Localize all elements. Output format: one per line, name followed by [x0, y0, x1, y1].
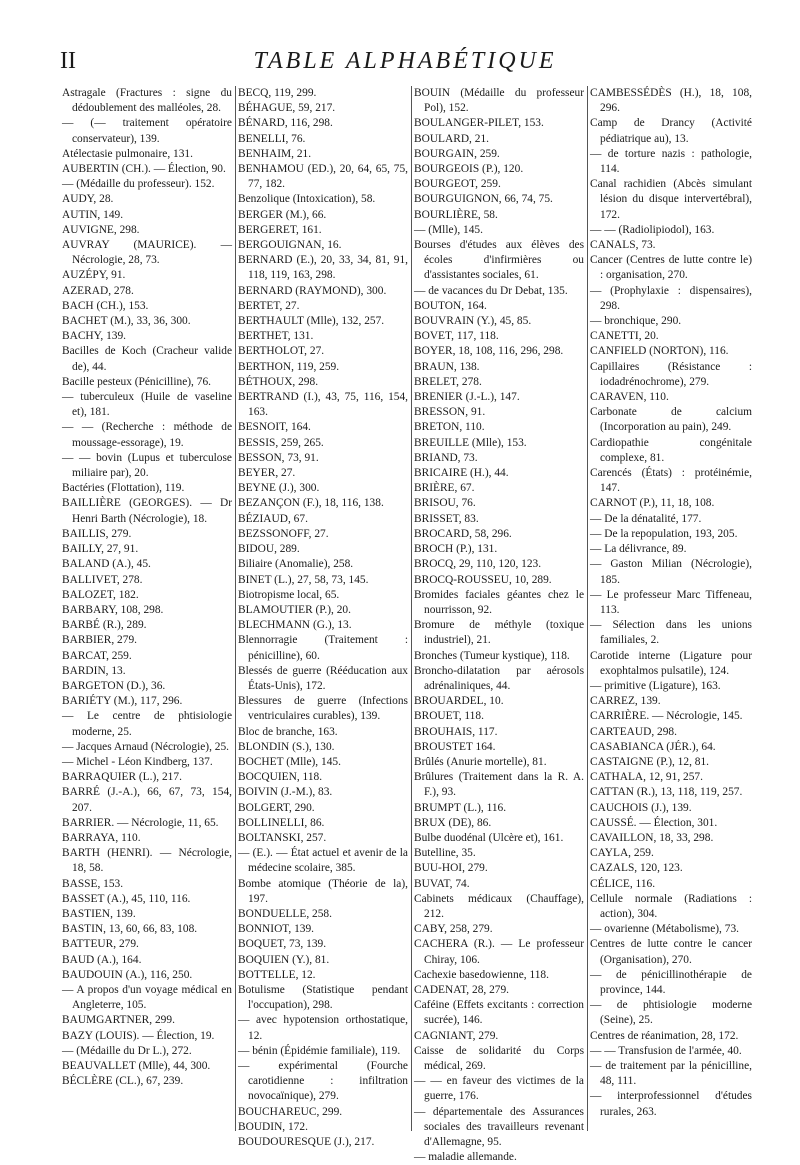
index-entry: CAYLA, 259.	[590, 847, 654, 860]
index-entry: BERTHET, 131.	[238, 330, 314, 343]
index-entry: — primitive (Ligature), 163.	[590, 679, 721, 692]
index-entry: BROCQ-ROUSSEU, 10, 289.	[414, 573, 552, 586]
index-entry: BLECHMANN (G.), 13.	[238, 619, 352, 632]
index-entry: AUVIGNE, 298.	[62, 223, 140, 236]
index-entry: BOUDIN, 172.	[238, 1120, 308, 1133]
index-entry: — (Mlle), 145.	[414, 223, 483, 236]
index-entry: CAGNIANT, 279.	[414, 1029, 499, 1042]
index-entry: BRISOU, 76.	[414, 497, 476, 510]
index-entry: BRIAND, 73.	[414, 451, 478, 464]
index-entry: Botulisme (Statistique pendant l'occupation), 298.	[238, 983, 408, 1012]
index-entry: — de vacances du Dr Debat, 135.	[414, 284, 568, 297]
index-entry: BÉCLÈRE (CL.), 67, 239.	[62, 1075, 184, 1088]
index-entry: — — (Radiolipiodol), 163.	[590, 223, 715, 236]
index-entry: BUU-HOI, 279.	[414, 862, 488, 875]
index-entry: — de pénicillinothérapie de province, 144.	[590, 968, 752, 996]
index-entry: BOURLIÈRE, 58.	[414, 208, 498, 221]
index-entry: BERNARD (E.), 20, 33, 34, 81, 91, 118, 119, 163, 298.	[238, 254, 408, 282]
index-entry: BEZANÇON (F.), 18, 116, 138.	[238, 497, 384, 510]
index-entry: — (— traitement opératoire conservateur), 139.	[62, 117, 232, 145]
index-entry: BOTTELLE, 12.	[238, 968, 316, 981]
index-entry: BENELLI, 76.	[238, 132, 306, 145]
index-entry: AUDY, 28.	[62, 193, 114, 206]
index-entry: BERTRAND (I.), 43, 75, 116, 154, 163.	[238, 391, 408, 419]
index-entry: Brûlés (Anurie mortelle), 81.	[414, 755, 547, 768]
index-column-3	[414, 86, 584, 1164]
index-entry: BEZSSONOFF, 27.	[238, 527, 329, 540]
index-entry: Cabinets médicaux (Chauffage), 212.	[414, 892, 584, 920]
index-entry: CARNOT (P.), 11, 18, 108.	[590, 497, 715, 510]
index-entry: CAVAILLON, 18, 33, 298.	[590, 831, 714, 844]
index-entry: BONDUELLE, 258.	[238, 907, 332, 920]
index-entry: BLONDIN (S.), 130.	[238, 740, 335, 753]
index-entry: BÉTHOUX, 298.	[238, 375, 319, 388]
index-entry: BARTH (HENRI). — Nécrologie, 18, 58.	[62, 847, 232, 875]
index-entry: Blessures de guerre (Infections ventriculaires curables), 139.	[238, 695, 408, 723]
index-entry: — De la repopulation, 193, 205.	[590, 527, 738, 540]
index-entry: Blessés de guerre (Rééducation aux États-Unis), 172.	[238, 664, 408, 692]
index-entry: BARBIER, 279.	[62, 634, 137, 647]
index-entry: BOIVIN (J.-M.), 83.	[238, 786, 333, 799]
index-columns	[62, 86, 752, 1164]
index-entry: — La délivrance, 89.	[590, 543, 687, 556]
index-entry: BÉHAGUE, 59, 217.	[238, 102, 336, 115]
index-entry: Bronches (Tumeur kystique), 118.	[414, 649, 570, 662]
index-entry: BUVAT, 74.	[414, 877, 470, 890]
index-entry: BONNIOT, 139.	[238, 923, 315, 936]
index-entry: Capillaires (Résistance : iodadrénochrome), 279.	[590, 360, 752, 388]
index-entry: Bactéries (Flottation), 119.	[62, 482, 185, 495]
index-entry: Butelline, 35.	[414, 847, 476, 860]
index-entry: BOVET, 117, 118.	[414, 330, 499, 343]
index-entry: BENHAMOU (ED.), 20, 64, 65, 75, 77, 182.	[238, 163, 408, 191]
index-entry: Cardiopathie congénitale complexe, 81.	[590, 436, 752, 464]
index-entry: BESNOIT, 164.	[238, 421, 311, 434]
index-entry: — Le professeur Marc Tiffeneau, 113.	[590, 588, 752, 616]
index-entry: CASTAIGNE (P.), 12, 81.	[590, 755, 710, 768]
index-entry: — (Médaille du Dr L.), 272.	[62, 1044, 192, 1057]
index-entry: BOUDOURESQUE (J.), 217.	[238, 1136, 375, 1149]
index-entry: Benzolique (Intoxication), 58.	[238, 193, 376, 206]
index-entry: Centres de réanimation, 28, 172.	[590, 1029, 739, 1042]
index-entry: AUZÉPY, 91.	[62, 269, 126, 282]
index-entry: BOUCHAREUC, 299.	[238, 1105, 343, 1118]
index-entry: Bloc de branche, 163.	[238, 725, 338, 738]
index-entry: BOCHET (Mlle), 145.	[238, 755, 341, 768]
index-entry: — — (Recherche : méthode de moussage-essorage), 19.	[62, 421, 232, 449]
index-entry: BROCH (P.), 131.	[414, 543, 498, 556]
index-entry: — bénin (Épidémie familiale), 119.	[238, 1044, 401, 1057]
index-entry: — Le centre de phtisiologie moderne, 25.	[62, 710, 232, 738]
index-entry: BOLLINELLI, 86.	[238, 816, 325, 829]
index-entry: BOQUIEN (Y.), 81.	[238, 953, 330, 966]
index-entry: BLAMOUTIER (P.), 20.	[238, 603, 351, 616]
index-entry: BARBARY, 108, 298.	[62, 603, 164, 616]
index-entry: AUVRAY (MAURICE). — Nécrologie, 28, 73.	[62, 239, 232, 267]
index-entry: BERGERET, 161.	[238, 223, 322, 236]
index-entry: CABY, 258, 279.	[414, 923, 493, 936]
index-entry: BRIÈRE, 67.	[414, 482, 475, 495]
index-entry: Carbonate de calcium (Incorporation au pain), 249.	[590, 406, 752, 434]
index-entry: BERNARD (RAYMOND), 300.	[238, 284, 387, 297]
index-entry: BARRÉ (J.-A.), 66, 67, 73, 154, 207.	[62, 786, 232, 814]
index-entry: Brûlures (Traitement dans la R. A. F.), 93.	[414, 771, 584, 799]
index-entry: BALAND (A.), 45.	[62, 558, 151, 571]
index-entry: CAMBESSÉDÈS (H.), 18, 108, 296.	[590, 87, 752, 115]
index-entry: BOCQUIEN, 118.	[238, 771, 323, 784]
index-entry: CAUSSÉ. — Élection, 301.	[590, 816, 718, 829]
index-entry: BRUX (DE), 86.	[414, 816, 492, 829]
index-entry: BROUSTET 164.	[414, 740, 496, 753]
index-entry: Bacilles de Koch (Cracheur valide de), 44.	[62, 345, 232, 373]
index-entry: CASABIANCA (JÉR.), 64.	[590, 740, 716, 753]
index-entry: BOUVRAIN (Y.), 45, 85.	[414, 315, 532, 328]
index-entry: BOURGAIN, 259.	[414, 147, 500, 160]
index-entry: Centres de lutte contre le cancer (Organisation), 270.	[590, 938, 752, 966]
column-divider	[235, 86, 236, 1131]
index-entry: Biotropisme local, 65.	[238, 588, 340, 601]
index-entry: BRELET, 278.	[414, 375, 482, 388]
index-entry: BAUMGARTNER, 299.	[62, 1014, 175, 1027]
index-entry: BARRAQUIER (L.), 217.	[62, 771, 182, 784]
index-entry: BOLTANSKI, 257.	[238, 831, 327, 844]
index-entry: — Sélection dans les unions familiales, 2.	[590, 619, 752, 647]
index-entry: BERTHOLOT, 27.	[238, 345, 325, 358]
index-column-1	[62, 86, 232, 1131]
index-entry: BEAUVALLET (Mlle), 44, 300.	[62, 1060, 211, 1072]
index-entry: Carotide interne (Ligature pour exophtalmos pulsatile), 124.	[590, 649, 752, 677]
index-entry: BASTIN, 13, 60, 66, 83, 108.	[62, 923, 198, 936]
index-entry: — maladie allemande.	[414, 1151, 517, 1164]
index-entry: BARCAT, 259.	[62, 649, 132, 662]
index-entry: CAUCHOIS (J.), 139.	[590, 801, 692, 814]
index-entry: — — en faveur des victimes de la guerre, 176.	[414, 1075, 584, 1103]
index-entry: — bronchique, 290.	[590, 315, 682, 328]
index-entry: BOURGEOIS (P.), 120.	[414, 163, 524, 176]
index-entry: BARRAYA, 110.	[62, 831, 141, 844]
index-entry: Camp de Drancy (Activité pédiatrique au), 13.	[590, 117, 752, 145]
index-entry: — Jacques Arnaud (Nécrologie), 25.	[62, 740, 230, 753]
index-entry: BROUET, 118.	[414, 710, 484, 723]
index-entry: BROUHAIS, 117.	[414, 725, 498, 738]
column-divider	[411, 86, 412, 1131]
index-entry: BECQ, 119, 299.	[238, 87, 317, 99]
index-entry: Astragale (Fractures : signe du dédoublement des malléoles, 28.	[62, 87, 232, 115]
index-entry: BARGETON (D.), 36.	[62, 679, 166, 692]
index-entry: BROCARD, 58, 296.	[414, 527, 512, 540]
index-entry: — — Transfusion de l'armée, 40.	[590, 1044, 742, 1057]
index-entry: Carencés (États) : protéinémie, 147.	[590, 467, 752, 495]
index-column-2	[238, 86, 408, 1149]
column-divider	[587, 86, 588, 1131]
index-entry: — départementale des Assurances sociales des travailleurs revenant d'Allemagne, 95.	[414, 1105, 584, 1149]
index-entry: BRAUN, 138.	[414, 360, 480, 373]
index-entry: Biliaire (Anomalie), 258.	[238, 558, 354, 571]
index-entry: BOQUET, 73, 139.	[238, 938, 327, 951]
index-entry: BREUILLE (Mlle), 153.	[414, 436, 527, 449]
index-entry: BERGOUIGNAN, 16.	[238, 239, 342, 252]
index-entry: BERTHAULT (Mlle), 132, 257.	[238, 315, 385, 328]
index-entry: Broncho-dilatation par aérosols adrénaliniques, 44.	[414, 664, 584, 692]
index-entry: BERTET, 27.	[238, 299, 300, 312]
index-entry: BOUTON, 164.	[414, 299, 487, 312]
index-entry: BAILLIS, 279.	[62, 527, 132, 540]
index-column-4	[590, 86, 752, 1131]
index-entry: AUTIN, 149.	[62, 208, 124, 221]
index-entry: CANFIELD (NORTON), 116.	[590, 345, 729, 358]
index-entry: BRICAIRE (H.), 44.	[414, 467, 509, 480]
index-entry: BRETON, 110.	[414, 421, 485, 434]
index-entry: Bulbe duodénal (Ulcère et), 161.	[414, 831, 564, 844]
index-entry: — Michel - Léon Kindberg, 137.	[62, 755, 213, 768]
index-entry: BOUIN (Médaille du professeur Pol), 152.	[414, 87, 584, 115]
index-entry: Bombe atomique (Théorie de la), 197.	[238, 877, 408, 905]
index-entry: — interprofessionnel d'études rurales, 263.	[590, 1090, 752, 1118]
index-entry: BROCQ, 29, 110, 120, 123.	[414, 558, 542, 571]
index-entry: Bromure de méthyle (toxique industriel), 21.	[414, 619, 584, 647]
index-entry: Canal rachidien (Abcès simulant lésion du disque intervertébral), 172.	[590, 178, 752, 221]
index-entry: BARIÉTY (M.), 117, 296.	[62, 695, 183, 708]
index-entry: — de torture nazis : pathologie, 114.	[590, 147, 752, 176]
index-entry: CATHALA, 12, 91, 257.	[590, 771, 703, 784]
index-entry: BEYNE (J.), 300.	[238, 482, 320, 495]
index-entry: CACHERA (R.). — Le professeur Chiray, 106.	[414, 938, 584, 966]
index-entry: — Gaston Milian (Nécrologie), 185.	[590, 558, 752, 586]
index-entry: — avec hypotension orthostatique, 12.	[238, 1014, 408, 1042]
index-entry: BESSON, 73, 91.	[238, 451, 319, 464]
page-title: TABLE ALPHABÉTIQUE	[253, 48, 557, 74]
index-entry: BASSE, 153.	[62, 877, 124, 890]
index-entry: AZERAD, 278.	[62, 284, 134, 297]
index-entry: CARTEAUD, 298.	[590, 725, 677, 738]
index-entry: BOLGERT, 290.	[238, 801, 315, 814]
index-entry: BERGER (M.), 66.	[238, 208, 327, 221]
index-entry: BOULANGER-PILET, 153.	[414, 117, 544, 130]
index-entry: BASTIEN, 139.	[62, 907, 136, 920]
index-entry: Bromides faciales géantes chez le nourrisson, 92.	[414, 588, 584, 616]
index-entry: — A propos d'un voyage médical en Angleterre, 105.	[62, 983, 232, 1012]
index-entry: BARRIER. — Nécrologie, 11, 65.	[62, 816, 219, 829]
index-entry: Caféine (Effets excitants : correction sucrée), 146.	[414, 999, 584, 1027]
index-entry: BACH (CH.), 153.	[62, 299, 149, 312]
index-entry: BRESSON, 91.	[414, 406, 486, 419]
page-header	[60, 48, 750, 84]
index-entry: BAILLY, 27, 91.	[62, 543, 139, 556]
index-entry: BACHET (M.), 33, 36, 300.	[62, 315, 191, 328]
index-entry: BROUARDEL, 10.	[414, 695, 504, 708]
index-entry: Cachexie basedowienne, 118.	[414, 968, 549, 981]
index-entry: — — bovin (Lupus et tuberculose miliaire par), 20.	[62, 451, 232, 480]
index-entry: Atélectasie pulmonaire, 131.	[62, 147, 193, 160]
index-entry: — de phtisiologie moderne (Seine), 25.	[590, 999, 752, 1027]
index-entry: CARAVEN, 110.	[590, 391, 669, 404]
index-entry: — ovarienne (Métabolisme), 73.	[590, 923, 739, 936]
index-entry: CANETTI, 20.	[590, 330, 659, 343]
index-entry: BENHAIM, 21.	[238, 147, 312, 160]
index-entry: — expérimental (Fourche carotidienne : infiltration novocaïnique), 279.	[238, 1060, 408, 1103]
index-entry: Bourses d'études aux élèves des écoles d'infirmières ou d'assistantes sociales, 61.	[414, 239, 584, 282]
index-entry: — de traitement par la pénicilline, 48, 111.	[590, 1060, 752, 1088]
index-entry: BERTHON, 119, 259.	[238, 360, 340, 373]
index-entry: BAUDOUIN (A.), 116, 250.	[62, 968, 193, 981]
index-entry: BOURGUIGNON, 66, 74, 75.	[414, 193, 553, 206]
index-entry: — (Médaille du professeur). 152.	[62, 178, 215, 191]
index-entry: BINET (L.), 27, 58, 73, 145.	[238, 573, 369, 586]
index-entry: BAUD (A.), 164.	[62, 953, 142, 966]
index-entry: BRISSET, 83.	[414, 512, 479, 525]
index-entry: Cancer (Centres de lutte contre le) : organisation, 270.	[590, 254, 752, 282]
index-entry: Bacille pesteux (Pénicilline), 76.	[62, 375, 211, 388]
index-entry: — De la dénatalité, 177.	[590, 512, 702, 525]
index-entry: BRENIER (J.-L.), 147.	[414, 391, 520, 404]
index-entry: CÉLICE, 116.	[590, 877, 656, 890]
index-entry: BEYER, 27.	[238, 467, 296, 480]
index-entry: BALLIVET, 278.	[62, 573, 143, 586]
index-entry: BÉNARD, 116, 298.	[238, 117, 333, 130]
index-entry: — (E.). — État actuel et avenir de la médecine scolaire, 385.	[238, 847, 408, 875]
index-entry: Caisse de solidarité du Corps médical, 269.	[414, 1044, 584, 1072]
index-entry: BARDIN, 13.	[62, 664, 126, 677]
index-entry: CANALS, 73.	[590, 239, 656, 252]
index-entry: — (Prophylaxie : dispensaires), 298.	[590, 284, 752, 312]
index-entry: CATTAN (R.), 13, 118, 119, 257.	[590, 786, 743, 799]
index-entry: BAZY (LOUIS). — Élection, 19.	[62, 1029, 215, 1042]
index-entry: CARRIÈRE. — Nécrologie, 145.	[590, 710, 743, 723]
index-entry: — tuberculeux (Huile de vaseline et), 181.	[62, 391, 232, 419]
index-entry: AUBERTIN (CH.). — Élection, 90.	[62, 163, 226, 176]
index-entry: CADENAT, 28, 279.	[414, 983, 510, 996]
index-entry: CAZALS, 120, 123.	[590, 862, 683, 875]
index-entry: BRUMPT (L.), 116.	[414, 801, 507, 814]
page-number: II	[60, 48, 76, 74]
index-entry: BAILLIÈRE (GEORGES). — Dr Henri Barth (Nécrologie), 18.	[62, 497, 232, 525]
index-entry: BARBÉ (R.), 289.	[62, 619, 147, 632]
index-entry: BESSIS, 259, 265.	[238, 436, 324, 449]
index-entry: BOULARD, 21.	[414, 132, 489, 145]
index-entry: BACHY, 139.	[62, 330, 127, 343]
index-entry: Blennorragie (Traitement : pénicilline), 60.	[238, 634, 408, 662]
index-entry: Cellule normale (Radiations : action), 304.	[590, 892, 752, 920]
index-entry: BOYER, 18, 108, 116, 296, 298.	[414, 345, 564, 358]
index-entry: BATTEUR, 279.	[62, 938, 139, 951]
index-entry: BÉZIAUD, 67.	[238, 512, 308, 525]
index-entry: BOURGEOT, 259.	[414, 178, 501, 191]
index-entry: BIDOU, 289.	[238, 543, 300, 556]
index-entry: BALOZET, 182.	[62, 588, 139, 601]
index-entry: BASSET (A.), 45, 110, 116.	[62, 892, 191, 905]
index-entry: CARREZ, 139.	[590, 695, 661, 708]
